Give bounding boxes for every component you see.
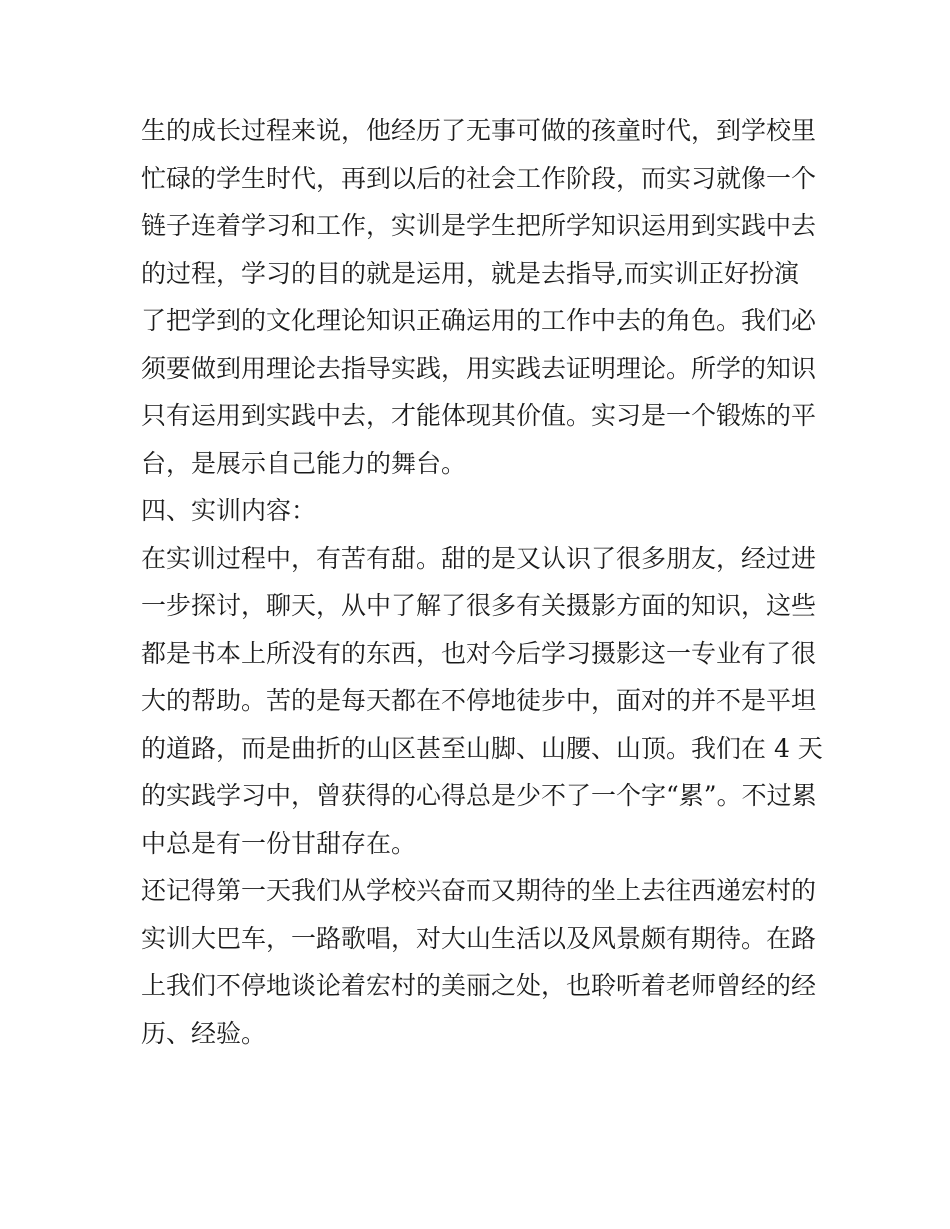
text-line: 在实训过程中，有苦有甜。甜的是又认识了很多朋友，经过进 — [141, 543, 817, 573]
text-line: 忙碌的学生时代，再到以后的社会工作阶段，而实习就像一个 — [141, 163, 817, 193]
text-line: 的实践学习中，曾获得的心得总是少不了一个字“累”。不过累 — [141, 781, 817, 810]
text-line: 都是书本上所没有的东西，也对今后学习摄影这一专业有了很 — [141, 638, 817, 668]
text-line: 大的帮助。苦的是每天都在不停地徒步中，面对的并不是平坦 — [141, 686, 817, 715]
text-line: 只有运用到实践中去，才能体现其价值。实习是一个锻炼的平 — [141, 401, 817, 430]
section-heading: 四、实训内容： — [141, 496, 317, 525]
text-line: 还记得第一天我们从学校兴奋而又期待的坐上去往西递宏村的 — [141, 876, 817, 905]
text-line: 链子连着学习和工作，实训是学生把所学知识运用到实践中去 — [141, 211, 817, 240]
text-line: 的道路，而是曲折的山区甚至山脚、山腰、山顶。我们在 4 天 — [141, 733, 823, 763]
text-line: 了把学到的文化理论知识正确运用的工作中去的角色。我们必 — [141, 306, 817, 335]
text-line: 实训大巴车，一路歌唱，对大山生活以及风景颇有期待。在路 — [141, 923, 817, 953]
text-line: 上我们不停地谈论着宏村的美丽之处，也聆听着老师曾经的经 — [141, 971, 817, 1000]
text-line: 历、经验。 — [141, 1018, 267, 1048]
text-line: 一步探讨，聊天，从中了解了很多有关摄影方面的知识，这些 — [141, 591, 817, 620]
text-line: 台，是展示自己能力的舞台。 — [141, 448, 467, 478]
body-text — [141, 107, 821, 1057]
text-line: 的过程，学习的目的就是运用，就是去指导,而实训正好扮演 — [141, 258, 799, 288]
text-line: 中总是有一份甘甜存在。 — [141, 828, 417, 858]
text-line: 须要做到用理论去指导实践，用实践去证明理论。所学的知识 — [141, 353, 817, 383]
text-line: 生的成长过程来说，他经历了无事可做的孩童时代，到学校里 — [141, 116, 817, 145]
